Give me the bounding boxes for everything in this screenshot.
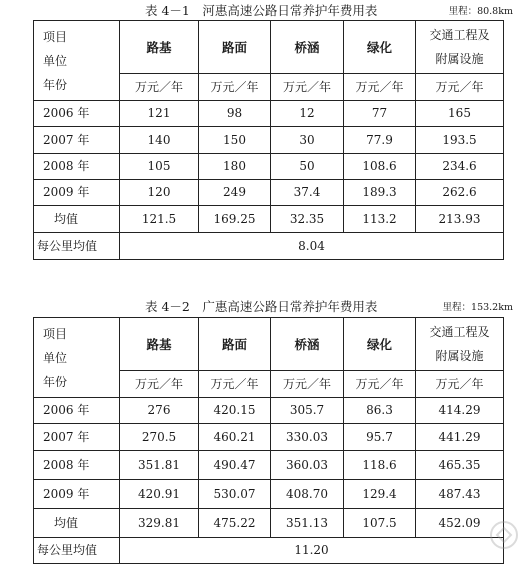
header-bridge: 桥涵 <box>271 21 344 74</box>
cell-value: 120 <box>120 180 199 206</box>
table-row-per-km <box>34 233 504 260</box>
cell-value: 270.5 <box>120 424 199 451</box>
cell-value: 77 <box>344 101 416 127</box>
unit-cell: 万元／年 <box>416 74 504 101</box>
cell-value: 249 <box>199 180 271 206</box>
cell-value: 329.81 <box>120 509 199 538</box>
header-line-unit: 单位 <box>43 350 68 365</box>
header-traffic-line-1: 交通工程及 <box>429 325 490 339</box>
table-1-mileage: 里程：80.8km <box>448 6 513 17</box>
header-line-unit: 单位 <box>43 53 68 68</box>
header-greening: 绿化 <box>344 21 416 74</box>
row-label: 2007 年 <box>34 424 120 451</box>
header-traffic-engineering <box>416 21 504 74</box>
cell-value: 189.3 <box>344 180 416 206</box>
cell-value: 487.43 <box>416 480 504 509</box>
cell-value: 140 <box>120 127 199 154</box>
row-label: 2006 年 <box>34 101 120 127</box>
table-2 <box>33 317 504 564</box>
cell-value: 129.4 <box>344 480 416 509</box>
header-pavement: 路面 <box>199 318 271 371</box>
table-2-mileage: 里程：153.2km <box>442 302 513 313</box>
per-km-label: 每公里均值 <box>34 538 120 564</box>
cell-value: 37.4 <box>271 180 344 206</box>
cell-value: 234.6 <box>416 154 504 180</box>
cell-value: 118.6 <box>344 451 416 480</box>
header-traffic-line-2: 附属设施 <box>435 349 484 363</box>
cell-value: 420.91 <box>120 480 199 509</box>
table-2-caption <box>0 298 527 316</box>
cell-value: 360.03 <box>271 451 344 480</box>
header-traffic-line-2: 附属设施 <box>435 52 484 66</box>
per-km-value: 11.20 <box>120 538 504 564</box>
cell-value: 150 <box>199 127 271 154</box>
row-label: 均值 <box>34 206 120 233</box>
unit-cell: 万元／年 <box>120 371 199 398</box>
table-1 <box>33 20 504 260</box>
unit-cell: 万元／年 <box>199 371 271 398</box>
cell-value: 50 <box>271 154 344 180</box>
table-row <box>34 451 504 480</box>
unit-cell: 万元／年 <box>120 74 199 101</box>
cell-value: 465.35 <box>416 451 504 480</box>
cell-value: 441.29 <box>416 424 504 451</box>
header-greening: 绿化 <box>344 318 416 371</box>
cell-value: 351.81 <box>120 451 199 480</box>
row-label: 2009 年 <box>34 180 120 206</box>
row-label: 2008 年 <box>34 154 120 180</box>
cell-value: 165 <box>416 101 504 127</box>
header-traffic-line-1: 交通工程及 <box>429 28 490 42</box>
row-label: 2007 年 <box>34 127 120 154</box>
table-2-corner-header <box>34 318 120 398</box>
row-label: 2009 年 <box>34 480 120 509</box>
cell-value: 107.5 <box>344 509 416 538</box>
cell-value: 452.09 <box>416 509 504 538</box>
cell-value: 490.47 <box>199 451 271 480</box>
cell-value: 475.22 <box>199 509 271 538</box>
table-1-title: 表 4－1 河惠高速公路日常养护年费用表 <box>145 3 378 18</box>
header-subgrade: 路基 <box>120 21 199 74</box>
cell-value: 95.7 <box>344 424 416 451</box>
cell-value: 193.5 <box>416 127 504 154</box>
cell-value: 121.5 <box>120 206 199 233</box>
header-line-item: 项目 <box>43 29 68 44</box>
cell-value: 330.03 <box>271 424 344 451</box>
header-line-year: 年份 <box>43 374 68 389</box>
cell-value: 169.25 <box>199 206 271 233</box>
unit-cell: 万元／年 <box>416 371 504 398</box>
unit-cell: 万元／年 <box>199 74 271 101</box>
unit-cell: 万元／年 <box>344 74 416 101</box>
cell-value: 32.35 <box>271 206 344 233</box>
header-subgrade: 路基 <box>120 318 199 371</box>
table-header-row <box>34 318 504 371</box>
unit-cell: 万元／年 <box>271 371 344 398</box>
cell-value: 213.93 <box>416 206 504 233</box>
cell-value: 30 <box>271 127 344 154</box>
cell-value: 121 <box>120 101 199 127</box>
header-bridge: 桥涵 <box>271 318 344 371</box>
table-row-average <box>34 206 504 233</box>
cell-value: 530.07 <box>199 480 271 509</box>
cell-value: 420.15 <box>199 398 271 424</box>
cell-value: 414.29 <box>416 398 504 424</box>
table-header-row <box>34 21 504 74</box>
cell-value: 408.70 <box>271 480 344 509</box>
table-row <box>34 480 504 509</box>
table-row <box>34 180 504 206</box>
cell-value: 86.3 <box>344 398 416 424</box>
header-line-item: 项目 <box>43 326 68 341</box>
table-row-average <box>34 509 504 538</box>
cell-value: 12 <box>271 101 344 127</box>
cell-value: 262.6 <box>416 180 504 206</box>
per-km-value: 8.04 <box>120 233 504 260</box>
unit-cell: 万元／年 <box>344 371 416 398</box>
table-row <box>34 424 504 451</box>
header-line-year: 年份 <box>43 77 68 92</box>
cell-value: 108.6 <box>344 154 416 180</box>
table-row <box>34 127 504 154</box>
row-label: 2006 年 <box>34 398 120 424</box>
table-row <box>34 101 504 127</box>
row-label: 2008 年 <box>34 451 120 480</box>
table-row <box>34 398 504 424</box>
cell-value: 351.13 <box>271 509 344 538</box>
table-2-title: 表 4－2 广惠高速公路日常养护年费用表 <box>145 299 378 314</box>
cell-value: 77.9 <box>344 127 416 154</box>
cell-value: 105 <box>120 154 199 180</box>
cell-value: 460.21 <box>199 424 271 451</box>
table-1-caption <box>0 2 527 20</box>
header-traffic-engineering <box>416 318 504 371</box>
cell-value: 113.2 <box>344 206 416 233</box>
table-1-corner-header <box>34 21 120 101</box>
table-row <box>34 154 504 180</box>
cell-value: 276 <box>120 398 199 424</box>
cell-value: 305.7 <box>271 398 344 424</box>
per-km-label: 每公里均值 <box>34 233 120 260</box>
cell-value: 180 <box>199 154 271 180</box>
unit-cell: 万元／年 <box>271 74 344 101</box>
row-label: 均值 <box>34 509 120 538</box>
watermark-logo-icon <box>487 518 521 552</box>
cell-value: 98 <box>199 101 271 127</box>
header-pavement: 路面 <box>199 21 271 74</box>
